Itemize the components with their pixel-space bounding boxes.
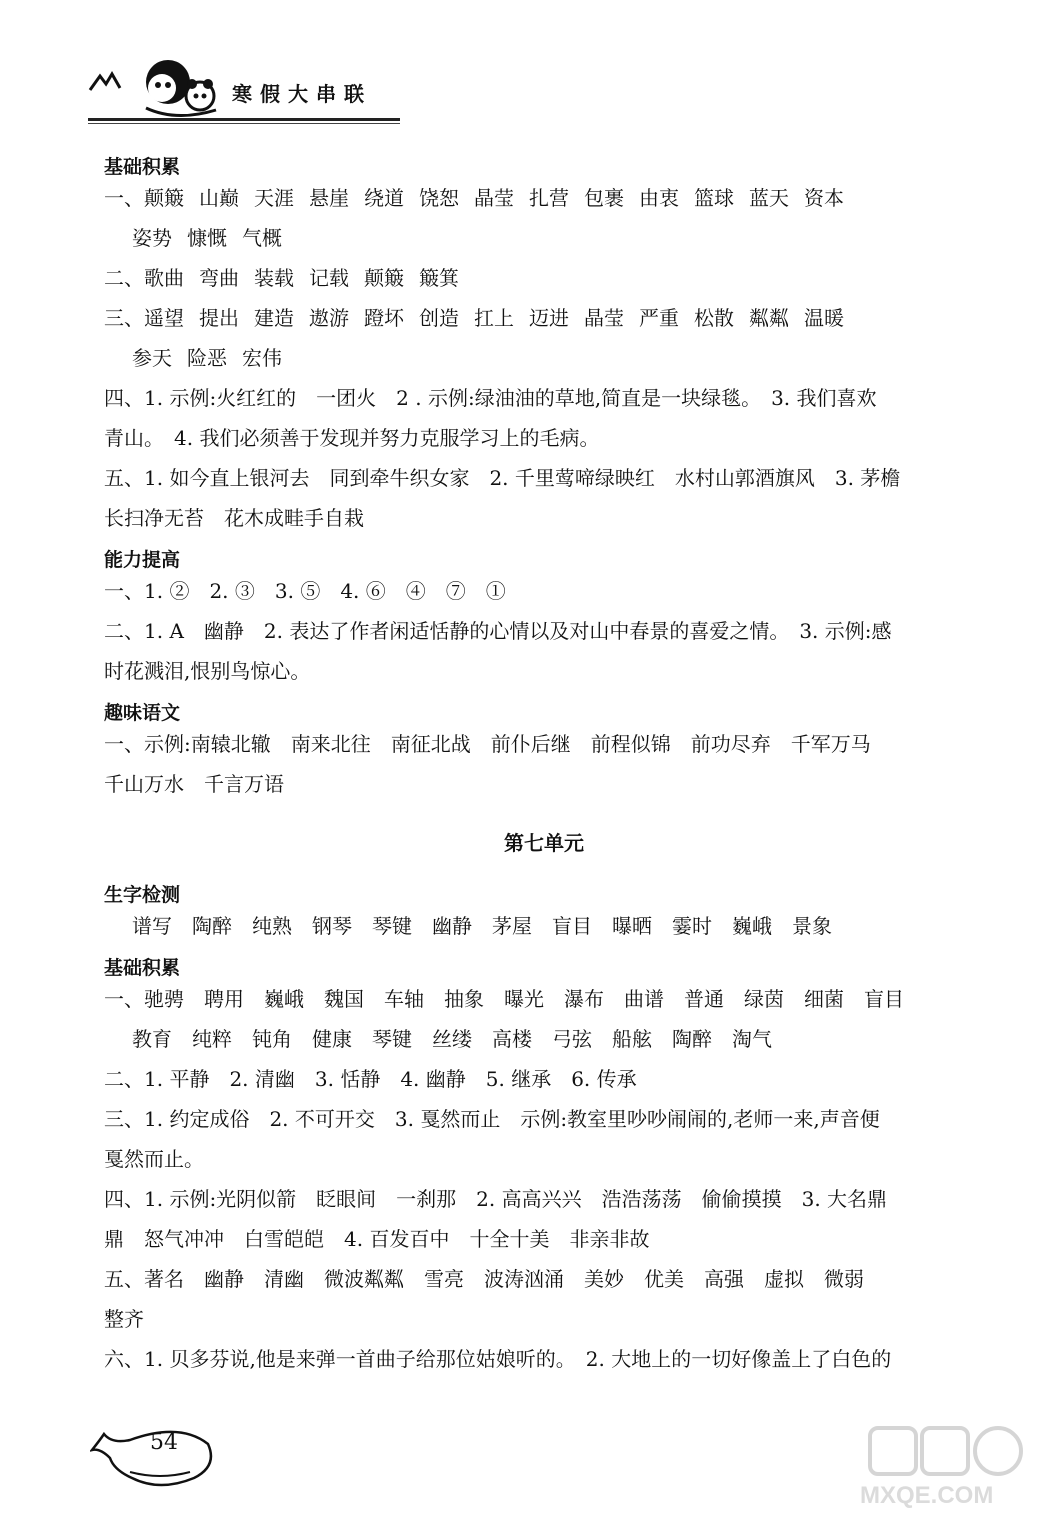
answer-line: 戛然而止。	[104, 1147, 204, 1171]
answer-line: 姿势 慷慨 气概	[132, 226, 282, 250]
answer-line: 三、遥望 提出 建造 遨游 蹬坏 创造 扛上 迈进 晶莹 严重 松散 粼粼 温暖	[104, 306, 844, 330]
answer-line: 四、1. 示例:光阴似箭 眨眼间 一刹那 2. 高高兴兴 浩浩荡荡 偷偷摸摸 3. 大名鼎	[104, 1187, 888, 1211]
answer-line: 谱写 陶醉 纯熟 钢琴 琴键 幽静 茅屋 盲目 曝晒 霎时 巍峨 景象	[132, 914, 832, 938]
answer-line: 二、歌曲 弯曲 装载 记载 颠簸 簸箕	[104, 266, 459, 290]
answer-line: 一、颠簸 山巅 天涯 悬崖 绕道 饶恕 晶莹 扎营 包裹 由衷 篮球 蓝天 资本	[104, 186, 844, 210]
answer-line: 六、1. 贝多芬说,他是来弹一首曲子给那位姑娘听的。 2. 大地上的一切好像盖上了白色的	[104, 1347, 892, 1371]
answer-line: 一、驰骋 聘用 巍峨 魏国 车轴 抽象 曝光 瀑布 曲谱 普通 绿茵 细菌 盲目	[104, 987, 904, 1011]
answer-line: 长扫净无苔 花木成畦手自栽	[104, 506, 364, 530]
section-heading-shengzi: 生字检测	[104, 884, 181, 906]
answer-line: 一、示例:南辕北辙 南来北往 南征北战 前仆后继 前程似锦 前功尽弃 千军万马	[104, 732, 871, 756]
answer-line: 三、1. 约定成俗 2. 不可开交 3. 戛然而止 示例:教室里吵吵闹闹的,老师一来,声音便	[104, 1107, 880, 1131]
watermark-logo-icon	[860, 1420, 1030, 1480]
watermark-text: MXQE.COM	[860, 1482, 994, 1509]
answer-line: 参天 险恶 宏伟	[132, 346, 282, 370]
header-divider-thin	[88, 123, 400, 124]
answer-line: 青山。 4. 我们必须善于发现并努力克服学习上的毛病。	[104, 426, 600, 450]
header-title: 寒假大串联	[232, 82, 372, 106]
page-header	[86, 52, 406, 130]
watermark	[860, 1420, 1030, 1520]
answer-line: 教育 纯粹 钝角 健康 琴键 丝缕 高楼 弓弦 船舷 陶醉 淘气	[132, 1027, 772, 1051]
section-heading-nengli: 能力提高	[104, 549, 181, 571]
page-number-badge	[90, 1420, 220, 1492]
section-heading-quwei: 趣味语文	[104, 702, 181, 724]
answer-content	[104, 146, 984, 1386]
page-number: 54	[150, 1430, 178, 1455]
answer-line: 四、1. 示例:火红红的 一团火 2 . 示例:绿油油的草地,简直是一块绿毯。 3. 我们喜欢	[104, 386, 877, 410]
answer-line: 整齐	[104, 1307, 144, 1331]
answer-line: 一、1. ② 2. ③ 3. ⑤ 4. ⑥ ④ ⑦ ①	[104, 579, 506, 603]
answer-line: 时花溅泪,恨别鸟惊心。	[104, 659, 311, 683]
answer-line: 二、1. A 幽静 2. 表达了作者闲适恬静的心情以及对山中春景的喜爱之情。 3. 示例:感	[104, 619, 892, 643]
unit-title: 第七单元	[504, 831, 584, 855]
answer-line: 五、著名 幽静 清幽 微波粼粼 雪亮 波涛汹涌 美妙 优美 高强 虚拟 微弱	[104, 1267, 864, 1291]
section-heading-jichu: 基础积累	[104, 156, 181, 178]
cartoon-logo-icon	[86, 52, 226, 128]
header-divider	[88, 118, 400, 121]
answer-line: 五、1. 如今直上银河去 同到牵牛织女家 2. 千里莺啼绿映红 水村山郭酒旗风 3. 茅檐	[104, 466, 901, 490]
section-heading-jichu-unit7: 基础积累	[104, 957, 181, 979]
answer-line: 鼎 怒气冲冲 白雪皑皑 4. 百发百中 十全十美 非亲非故	[104, 1227, 650, 1251]
answer-line: 千山万水 千言万语	[104, 772, 284, 796]
answer-line: 二、1. 平静 2. 清幽 3. 恬静 4. 幽静 5. 继承 6. 传承	[104, 1067, 637, 1091]
